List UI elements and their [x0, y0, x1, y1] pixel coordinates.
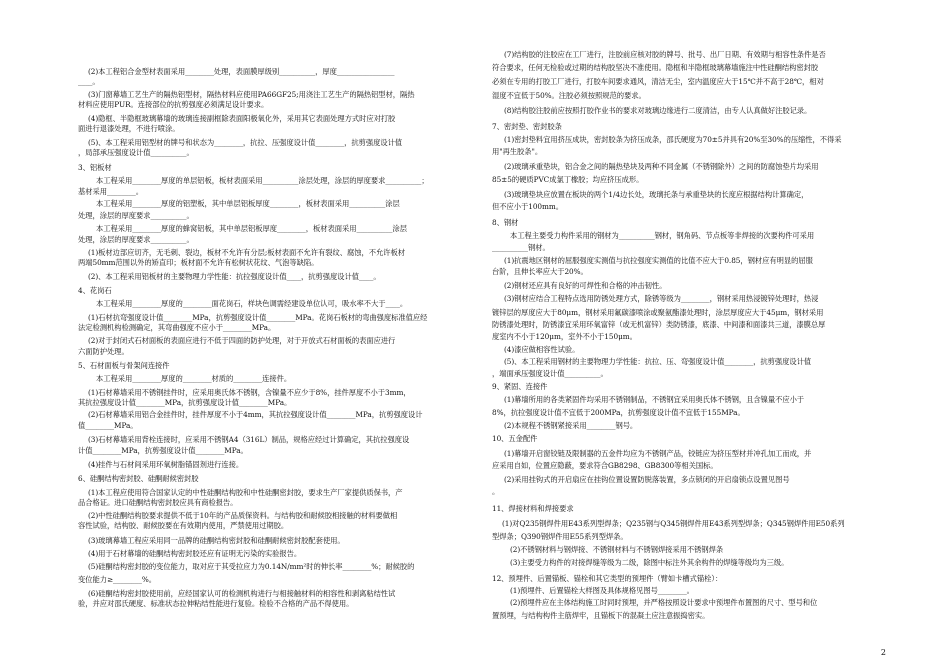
left-column-text-line: 验，并应对邵氏硬度、标准状态拉伸粘结性能进行复验。检验不合格的产品不得使用。 [78, 599, 354, 608]
left-column-text-line: 变位能力≥________%。 [78, 575, 156, 584]
left-column-text-line: 值________MPa。 [78, 421, 138, 430]
left-column-text-line: 处理，涂层的厚度要求__________。 [78, 235, 194, 244]
left-column-text-line: (3)门窗幕墙工艺生产的隔热铝型材，隔热材料应使用PA66GF25;用浇注工艺生产的隔热铝型材，隔热 [88, 90, 415, 99]
left-column-text-line: 本工程采用________厚度的蜂窝铝板，其中单层铝板厚度________，板材表面采用__________涂层 [96, 224, 407, 233]
right-column-text-line: 。 [492, 487, 500, 496]
right-column-text-line: 用"再生胶条"。 [492, 147, 543, 156]
right-column-text-line: (1)对Q235钢焊件用E43系列型焊条；Q235钢与Q345钢焊件用E43系列型焊条；Q345钢焊件用E50系列 [502, 519, 845, 528]
left-column-text-line: (4)用于石材幕墙的硅酮结构密封胶还应有证明无污染的实验报告。 [88, 549, 302, 558]
right-column-text-line: 湿度不宜低于50%。注胶必须按照规范的要求。 [492, 91, 646, 100]
left-column-text-line: 品合格证。进口硅酮结构密封胶应具有商检报告。 [78, 498, 238, 507]
left-column-text-line: (2)石材幕墙采用铝合金挂件时，挂件厚度不小于4mm，其抗拉强度设计值________MPa，抗剪强度设计 [88, 410, 423, 419]
right-column-text-line: (7)结构胶的注胶应在工厂进行，注胶前应核对胶的牌号、批号、出厂日期、有效期与相容性条件是否 [504, 50, 826, 59]
right-column-text-line: 型焊条；Q390钢焊件用E55系列型焊条。 [492, 532, 628, 541]
left-column-text-line: ____。 [78, 77, 100, 86]
left-column-text-line: (3)石材幕墙采用背栓连接时，应采用不锈钢A4（316L）制品，规格应经过计算确定，其抗拉强度设 [88, 435, 410, 444]
left-column-text-line: (2)对于封闭式石材面板的表面应进行不低于四面的防护处理，对于开放式石材面板的表面应进行 [88, 336, 396, 345]
left-column-text-line: 6、硅酮结构密封胶、硅酮耐候密封胶 [78, 474, 199, 483]
left-column-text-line: 面进行退漆处理，不进行喷涂。 [78, 124, 180, 133]
right-column-text-line: (4)漆应做相容性试验。 [504, 345, 580, 354]
right-column-text-line: 本工程主要受力构件采用的钢材为__________钢材，钢角码、节点板等非焊接的次要构件可采用 [510, 231, 815, 240]
right-column-text-line: 台阶，且伸长率应大于20%。 [492, 267, 588, 276]
right-column-text-line: (1)幕墙所用的各类紧固件均采用不锈钢制品，不锈钢宜采用奥氏体不锈钢，且含镍量不应小于 [504, 395, 805, 404]
left-column-text-line: (4)隐框、半隐框玻璃幕墙的玻璃连接副框除表面阳极氧化外，采用其它表面处理方式时应对打胶 [88, 114, 396, 123]
left-column-text-line: (1)石材幕墙采用不锈钢挂件时，应采用奥氏体不锈钢，含镍量不应少于8%，挂件厚度不小于3mm， [88, 388, 411, 397]
right-column-text-line: 镀锌层的厚度应大于80μm，钢材采用氟碳漆喷涂或聚氨酯漆处理时，涂层厚度应大于45μm，钢材采用 [492, 308, 824, 317]
right-column-text-line: (5)、本工程采用钢材的主要物理力学性能：抗拉、压、弯强度设计值________，抗剪强度设计值 [504, 357, 812, 366]
left-column-text-line: 其抗拉强度设计值________MPa，抗剪强度设计值________MPa。 [78, 398, 292, 407]
left-column-text-line: 容性试验，结构胶、耐候胶要在有效期内使用，严禁使用过期胶。 [78, 521, 289, 530]
left-column-text-line: (2)中性硅酮结构胶要求提供不低于10年的产品质保资料。与结构胶和耐候胶相接触的材料要做相 [88, 511, 398, 520]
left-column-text-line: (5)、本工程采用铝型材的牌号和状态为________，抗拉、压强度设计值________，抗剪强度设计值 [88, 138, 403, 147]
left-column-text-line: 3、铝板材 [78, 163, 112, 172]
right-column-text-line: (2)本规程不锈钢紧接采用________钢号。 [504, 421, 638, 430]
left-column-text-line: 基材采用________。 [78, 187, 144, 196]
right-column-text-line: 10、五金配件 [492, 434, 538, 443]
right-column-text-line: 7、密封垫、密封胶条 [492, 122, 562, 131]
left-column-text-line: (5)硅酮结构密封胶的变位能力，取对应于其受拉应力为0.14N/mm²时的伸长率________%；耐候胶的 [88, 562, 415, 571]
right-column-text-line: 必须在专用的打胶工厂进行，打胶车间要求通风，清洁无尘，室内温度应大于15℃并不高于28℃，相对 [492, 77, 824, 86]
left-column-text-line: 计值________MPa，抗剪强度设计值________MPa。 [78, 446, 248, 455]
right-column-text-line: (3)钢材应结合工程特点选用防锈处理方式，除锈等级为________，钢材采用热浸镀锌处理时，热浸 [504, 294, 819, 303]
left-column-text-line: 法定检测机构检测确定，其弯曲强度不应小于________MPa。 [78, 323, 276, 332]
right-column-text-line: 防锈漆处理时，防锈漆宜采用环氧富锌（或无机富锌）类防锈漆，底漆、中间漆和面漆共三道，漆膜总厚 [492, 320, 826, 329]
right-column-text-line: 8、钢材 [492, 218, 519, 227]
left-column-text-line: 两端50mm范围以外的矫直印；板材面不允许有松树状花纹、气泡等缺陷。 [78, 258, 319, 267]
left-column-text-line: 材料应使用PUR。连接部位的抗剪强度必须满足设计要求。 [78, 100, 269, 109]
right-column-text-line: (2)预埋件应在主体结构施工时同时预埋，并严格按照设计要求中预埋件布置图的尺寸、型号和位 [510, 598, 818, 607]
right-column-text-line: 应采用自如，位置应隐蔽，要求符合GB8298、GB8300等相关国标。 [492, 461, 718, 470]
left-column-text-line: (1)板材边部应切齐，无毛刺、裂边，板材不允许有分层;板材表面不允许有裂纹、腐蚀，不允许板材 [88, 248, 405, 257]
right-column-text-line: (1)抗震地区钢材的屈服强度实测值与抗拉强度实测值的比值不应大于0.85，钢材应有明显的屈服 [504, 256, 813, 265]
right-column-text-line: (3)主要受力构件的对接焊缝等级为二级，除图中标注外其余构件的焊缝等级均为三级。 [510, 558, 789, 567]
right-column-text-line: 8%，抗拉强度设计值不宜低于200MPa，抗剪强度设计值不宜低于155MPa。 [492, 408, 745, 417]
right-column-text-line: 度室内不小于120μm，室外不小于150μm。 [492, 332, 637, 341]
right-column-text-line: (2)采用挂钩式的开启扇应在挂钩位置设置防脱落装置，多点锁闭的开启扇锁点设置见图号 [504, 475, 790, 484]
right-column-text-line: (1)预埋件、后置锚栓大样图及具体规格见图号________。 [510, 586, 694, 595]
right-column-text-line: 12、预埋件、后置锚板、锚栓和其它类型的预埋件（臂如卡槽式锚栓）： [492, 574, 723, 583]
left-column-text-line: 本工程采用________厚度的单层铝板，板材表面采用__________涂层处理，涂层的厚度要求__________； [96, 176, 429, 185]
left-column-text-line: 本工程采用________厚度的铝塑板，其中单层铝板厚度________，板材表面采用__________涂层 [96, 199, 400, 208]
left-column-text-line: 处理，涂层的厚度要求__________。 [78, 211, 194, 220]
right-column-text-line: 11、焊接材料和焊接要求 [492, 504, 574, 513]
left-column-text-line: 本工程采用________厚度的________面花岗石，样块色调需经建设单位认可，吸水率不大于____。 [96, 299, 408, 308]
left-column-text-line: 4、花岗石 [78, 286, 112, 295]
right-column-text-line: (3)玻璃垫块应放置在板块的两个1/4边长处，玻璃托条与承重垫块的长度应根据结构计算确定， [504, 190, 809, 199]
right-column-text-line: 置预埋，与结构构件主筋焊牢，且锚板下的混凝土应注意振捣密实。 [492, 611, 710, 620]
right-column-text-line: (1)幕墙开启窗铰链及限制器的五金件均应为不锈钢产品，铰链应为挤压型材并冲孔加工而成，并 [504, 449, 812, 458]
left-column-text-line: (1)本工程应使用符合国家认定的中性硅酮结构胶和中性硅酮密封胶，要求生产厂家提供质保书，产 [88, 488, 403, 497]
left-column-text-line: (3)玻璃幕墙工程应采用同一品牌的硅酮结构密封胶和硅酮耐候密封胶配套使用。 [88, 536, 345, 545]
left-column-text-line: (4)挂件与石材间采用环氧树脂锚固剂进行连接。 [88, 460, 244, 469]
right-column-text-line: (2)钢材还应具有良好的可焊性和合格的冲击韧性。 [504, 281, 667, 290]
left-column-text-line: 六面防护处理。 [78, 347, 129, 356]
left-column-text-line: 5、石材面板与骨架间连接件 [78, 361, 170, 370]
left-column-text-line: ，局部承压强度设计值__________。 [78, 148, 194, 157]
left-column-text-line: (2)本工程铝合金型材表面采用________处理，表面膜厚级别__________，厚度________________ [88, 67, 395, 76]
left-column-text-line: 本工程采用________厚度的________材质的________连接件。 [96, 374, 292, 383]
right-column-text-line: __________钢材。 [492, 243, 550, 252]
right-column-text-line: (8)结构胶注胶前应按照打胶作业书的要求对玻璃边缘进行二度清洁，由专人认真做好注胶记录。 [504, 106, 812, 115]
right-column-text-line: (2)玻璃承重垫块，铝合金之间的隔热垫块及两种不同金属（不锈钢除外）之间的防腐蚀垫片均采用 [504, 162, 819, 171]
left-column-text-line: (6)硅酮结构密封胶使用前，应经国家认可的检测机构进行与相接触材料的相容性和剥离粘结性试 [88, 589, 396, 598]
left-column-text-line: (1)石材抗弯强度设计值________MPa，抗剪强度设计值________MPa。花岗石板材的弯曲强度标准值应经 [88, 313, 428, 322]
right-column-text-line: (1)密封垫料宜用挤压成块，密封胶条为挤压成条，邵氏硬度为70±5并具有20%至30%的压缩性，不得采 [504, 135, 842, 144]
right-column-text-line: 9、紧固、连接件 [492, 382, 548, 391]
right-column-text-line: (2)不锈钢材料与钢焊接、不锈钢材料与不锈钢焊接采用不锈钢焊条 [510, 545, 724, 554]
right-column-text-line: 但不应小于100mm。 [492, 202, 563, 211]
left-column-text-line: (2)、本工程采用铝板材的主要物理力学性能：抗拉强度设计值____，抗剪强度设计值____。 [88, 272, 381, 281]
page-number: 2 [880, 648, 886, 657]
right-column-text-line: 85±5的硬质PVC成氯丁橡胶；均应挤压成形。 [492, 175, 644, 184]
right-column-text-line: 符合要求，任何无检验或过期的结构胶坚决不准使用。隐框和半隐框玻璃幕墙施注中性硅酮结构密封胶 [492, 63, 819, 72]
right-column-text-line: ，端面承压强度设计值__________。 [492, 369, 608, 378]
